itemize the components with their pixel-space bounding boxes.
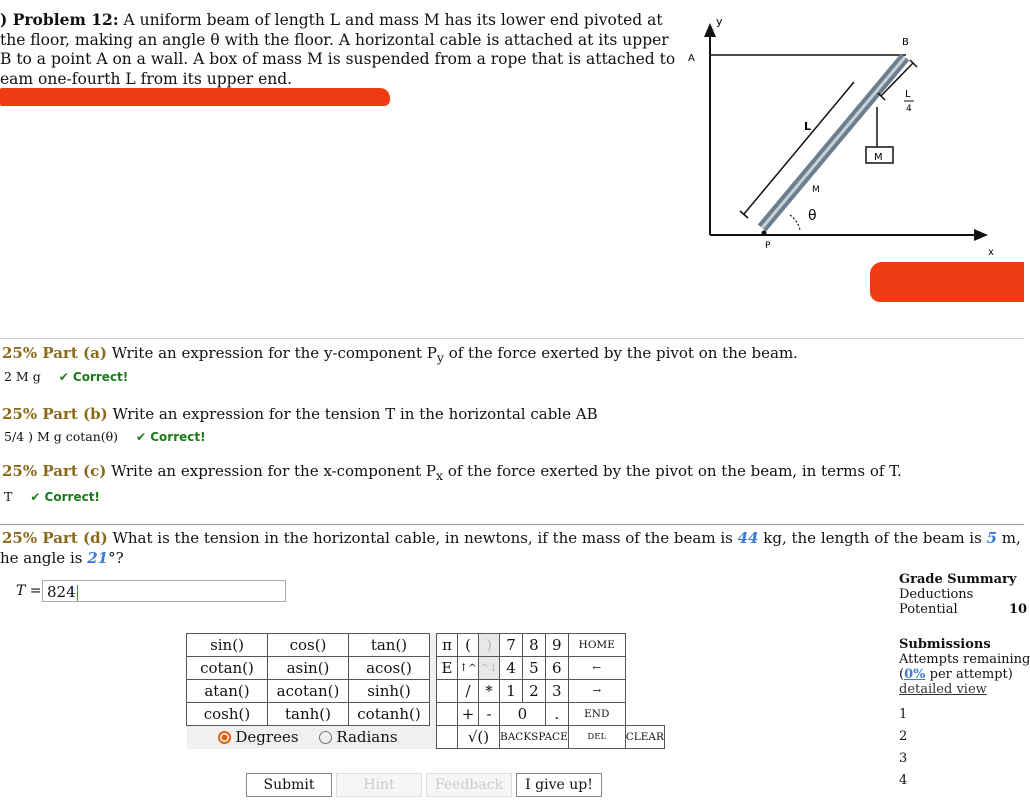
key-multiply[interactable]: * <box>479 680 500 703</box>
keypad-row <box>187 703 665 726</box>
label-y: y <box>716 15 723 28</box>
y-arrow-icon <box>704 23 716 37</box>
keypad-gap <box>430 680 437 703</box>
potential-label: Potential <box>899 602 958 617</box>
key-empty <box>437 680 458 703</box>
degrees-label: Degrees <box>235 728 299 747</box>
part-c-label: 25% Part (c) <box>2 462 107 480</box>
feedback-button[interactable]: Feedback <box>426 773 512 797</box>
part-a-sub: y <box>436 350 444 365</box>
part-d-question: What is the tension in the horizontal cable, in newtons, if the mass of the beam is <box>112 529 738 547</box>
key-0[interactable]: 0 <box>500 703 546 726</box>
part-c-question: Write an expression for the x-component P <box>111 462 436 480</box>
label-b: B <box>902 37 909 48</box>
radio-empty-icon <box>319 731 332 744</box>
part-d-label: 25% Part (d) <box>2 529 108 547</box>
potential-value: 10 <box>1009 602 1028 617</box>
key-e[interactable]: E <box>437 657 458 680</box>
label-a: A <box>688 53 695 64</box>
key-left-arrow[interactable]: ← <box>568 657 625 680</box>
key-sqrt[interactable]: √() <box>458 726 500 749</box>
detailed-view-link[interactable]: detailed view <box>899 682 987 697</box>
hint-button[interactable]: Hint <box>336 773 422 797</box>
keypad-row <box>187 680 665 703</box>
key-open-paren[interactable]: ( <box>458 634 479 657</box>
key-empty <box>437 726 458 749</box>
grade-summary-title: Grade Summary <box>899 572 1017 587</box>
part-c-sub: x <box>436 468 444 483</box>
key-subscript[interactable]: ^↓ <box>479 657 500 680</box>
label-beam-m: M <box>812 185 820 195</box>
key-cotan[interactable]: cotan() <box>187 657 268 680</box>
part-d-title <box>2 529 1021 547</box>
keypad-row <box>187 657 665 680</box>
angle-mode <box>187 726 430 749</box>
key-5[interactable]: 5 <box>522 657 545 680</box>
part-b-answer: 5/4 ) M g cotan(θ) <box>4 429 119 444</box>
submit-button[interactable]: Submit <box>246 773 332 797</box>
submissions-panel: Submissions Attempts remaining (0% per attempt) detailed view <box>899 637 1030 697</box>
key-backspace[interactable]: BACKSPACE <box>500 726 569 749</box>
submission-list <box>899 704 907 792</box>
key-plus[interactable]: + <box>458 703 479 726</box>
key-7[interactable]: 7 <box>500 634 523 657</box>
part-d-question-4: he angle is <box>0 549 88 567</box>
per-attempt-label: per attempt) <box>925 667 1013 682</box>
part-a-label: 25% Part (a) <box>2 344 107 362</box>
key-cosh[interactable]: cosh() <box>187 703 268 726</box>
keypad-row <box>187 634 665 657</box>
key-right-arrow[interactable]: → <box>568 680 625 703</box>
key-end[interactable]: END <box>568 703 625 726</box>
key-acotan[interactable]: acotan() <box>268 680 349 703</box>
key-close-paren[interactable]: ) <box>479 634 500 657</box>
part-a-status: ✔ Correct! <box>58 370 129 384</box>
answer-label: T = <box>16 583 42 599</box>
problem-label: ) Problem 12: <box>0 10 119 29</box>
submission-item: 3 <box>899 751 908 766</box>
key-9[interactable]: 9 <box>545 634 568 657</box>
key-tan[interactable]: tan() <box>349 634 430 657</box>
keypad-gap <box>430 657 437 680</box>
calculator-keypad <box>186 633 665 749</box>
key-asin[interactable]: asin() <box>268 657 349 680</box>
part-b-status: ✔ Correct! <box>136 430 206 444</box>
part-d-title-line2 <box>0 549 124 567</box>
redaction-mark <box>0 88 390 106</box>
part-a-question: Write an expression for the y-component P <box>111 344 437 362</box>
redaction-mark <box>870 262 1024 302</box>
key-cos[interactable]: cos() <box>268 634 349 657</box>
beam-mass-value: 44 <box>737 529 759 547</box>
part-a-answer-row <box>4 369 128 384</box>
keypad-gap <box>430 703 437 726</box>
part-c-title <box>2 462 902 483</box>
key-del[interactable]: DEL <box>568 726 625 749</box>
key-sin[interactable]: sin() <box>187 634 268 657</box>
label-box-m: M <box>874 152 883 163</box>
key-cotanh[interactable]: cotanh() <box>349 703 430 726</box>
key-minus[interactable]: - <box>479 703 500 726</box>
key-home[interactable]: HOME <box>568 634 625 657</box>
label-theta: θ <box>808 208 817 224</box>
part-b-label: 25% Part (b) <box>2 405 108 423</box>
submission-item: 4 <box>899 773 908 788</box>
problem-statement <box>0 10 676 89</box>
label-l: L <box>804 120 812 133</box>
key-clear[interactable]: CLEAR <box>625 726 664 749</box>
radians-radio[interactable] <box>319 728 397 746</box>
label-p: P <box>765 241 771 251</box>
pivot-p <box>762 231 767 236</box>
key-atan[interactable]: atan() <box>187 680 268 703</box>
angle-value: 21 <box>87 549 109 567</box>
text-caret <box>77 585 78 601</box>
part-d-question-3: m, <box>997 529 1021 547</box>
key-6[interactable]: 6 <box>545 657 568 680</box>
part-a-question-2: of the force exerted by the pivot on the beam. <box>443 344 798 362</box>
part-b-question: Write an expression for the tension T in the horizontal cable AB <box>112 405 598 423</box>
key-divide[interactable]: / <box>458 680 479 703</box>
part-c-answer: T <box>4 489 13 504</box>
answer-input[interactable] <box>42 580 286 602</box>
radio-selected-icon <box>218 731 231 744</box>
key-pi[interactable]: π <box>437 634 458 657</box>
key-empty <box>437 703 458 726</box>
problem-line-3: B to a point A on a wall. A box of mass M is suspended from a rope that is attached to <box>0 50 676 68</box>
submissions-title: Submissions <box>899 637 991 652</box>
grade-summary <box>899 572 1028 617</box>
key-2[interactable]: 2 <box>522 680 545 703</box>
submission-item: 1 <box>899 707 908 722</box>
beam-diagram <box>670 15 1000 260</box>
attempts-remaining: Attempts remaining <box>899 652 1030 667</box>
degrees-radio[interactable] <box>218 728 298 746</box>
problem-line-4: eam one-fourth L from its upper end. <box>0 69 293 88</box>
key-sinh[interactable]: sinh() <box>349 680 430 703</box>
submission-item: 2 <box>899 729 908 744</box>
label-l-den: 4 <box>906 104 912 114</box>
key-8[interactable]: 8 <box>522 634 545 657</box>
label-x: x <box>988 247 994 258</box>
part-b-answer-row <box>4 429 206 444</box>
key-4[interactable]: 4 <box>500 657 523 680</box>
deductions-label: Deductions <box>899 587 974 602</box>
keypad-gap <box>430 634 437 657</box>
answer-value: 824 <box>47 583 76 601</box>
divider <box>0 338 1024 339</box>
label-l-num: L <box>905 89 911 100</box>
part-d-question-5: °? <box>108 549 124 567</box>
part-c-status: ✔ Correct! <box>30 490 100 504</box>
part-c-question-2: of the force exerted by the pivot on the beam, in terms of T. <box>443 462 902 480</box>
part-c-answer-row <box>4 489 100 504</box>
key-superscript[interactable]: ↑^ <box>458 657 479 680</box>
part-b-title <box>2 405 598 423</box>
part-a-title <box>2 344 798 365</box>
part-a-answer: 2 M g <box>4 369 41 384</box>
per-attempt-percent: 0% <box>904 667 926 682</box>
x-arrow-icon <box>974 229 988 241</box>
beam-length-value: 5 <box>986 529 998 547</box>
key-decimal[interactable]: . <box>545 703 568 726</box>
part-d-question-2: kg, the length of the beam is <box>758 529 987 547</box>
keypad-row <box>187 726 665 749</box>
divider <box>0 524 1024 525</box>
key-1[interactable]: 1 <box>500 680 523 703</box>
radians-label: Radians <box>336 728 398 747</box>
problem-line-1: A uniform beam of length L and mass M has its lower end pivoted at <box>123 11 663 29</box>
key-3[interactable]: 3 <box>545 680 568 703</box>
key-acos[interactable]: acos() <box>349 657 430 680</box>
problem-line-2: the floor, making an angle θ with the floor. A horizontal cable is attached at its upper <box>0 30 669 49</box>
keypad-gap <box>430 726 437 749</box>
give-up-button[interactable]: I give up! <box>516 773 602 797</box>
key-tanh[interactable]: tanh() <box>268 703 349 726</box>
